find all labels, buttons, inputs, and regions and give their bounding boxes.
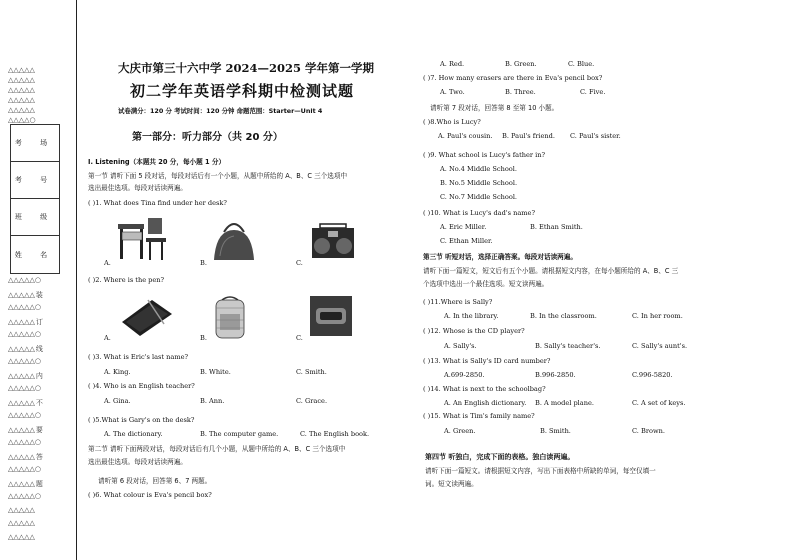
q11-option-a[interactable]: A. In the library.	[444, 312, 499, 320]
strip-row	[8, 411, 42, 419]
q3-option-b[interactable]: B. White.	[200, 368, 231, 376]
section3-intro: 个选项中选出一个最佳选项。短文读两遍。	[423, 280, 549, 288]
exam-meta: 试卷满分：120 分 考试时间：120 分钟 命题范围：Starter—Unit 4	[118, 107, 323, 115]
q15-option-b[interactable]: B. Smith.	[540, 427, 571, 435]
strip-row	[8, 344, 43, 354]
strip-triangles: △△△△△	[8, 317, 35, 326]
q6-option-c[interactable]: C. Blue.	[568, 60, 595, 68]
q8-option-c[interactable]: C. Paul's sister.	[570, 132, 621, 140]
q2-option-a[interactable]: A.	[104, 334, 111, 342]
strip-triangles: △△△△△	[8, 505, 35, 514]
strip-triangles: △△△△△	[8, 532, 35, 541]
q1-option-b[interactable]: B.	[200, 259, 207, 267]
strip-row	[8, 425, 43, 435]
q7-option-b[interactable]: B. Three.	[505, 88, 536, 96]
exam-room-field[interactable]: 考 场	[11, 125, 59, 162]
strip-triangles: △△△△△○	[8, 492, 42, 500]
notebook-pen-image	[118, 294, 174, 338]
strip-char: 题	[35, 479, 43, 488]
strip-row: △△△△△	[8, 86, 35, 94]
section2-note: 请听第 6 段对话，回答第 6、7 两题。	[98, 477, 212, 485]
question-14: ( )14. What is next to the schoolbag?	[423, 385, 546, 393]
question-15: ( )15. What is Tim's family name?	[423, 412, 535, 420]
strip-triangles: △△△△△○	[8, 357, 42, 365]
section2-intro: 选出最佳选项。每段对话读两遍。	[88, 458, 187, 466]
q5-option-c[interactable]: C. The English book.	[300, 430, 370, 438]
strip-triangles: △△△△△	[8, 371, 35, 380]
q12-option-c[interactable]: C. Sally's aunt's.	[632, 342, 688, 350]
q9-option-a[interactable]: A. No.4 Middle School.	[440, 165, 517, 173]
q14-option-b[interactable]: B. A model plane.	[535, 399, 594, 407]
strip-char: 答	[35, 452, 43, 461]
q8-option-a[interactable]: A. Paul's cousin.	[438, 132, 493, 140]
binding-strip	[0, 0, 80, 560]
q10-option-c[interactable]: C. Ethan Miller.	[440, 237, 493, 245]
section1-intro: 第一节 请听下面 5 段对话，每段对话后有一个小题，从题中所给的 A、B、C 三个选项中	[88, 172, 348, 180]
strip-triangles: △△△△△	[8, 519, 35, 527]
question-11: ( )11.Where is Sally?	[423, 298, 493, 306]
pencil-case-image	[310, 296, 352, 336]
q3-option-a[interactable]: A. King.	[104, 368, 131, 376]
q14-option-c[interactable]: C. A set of keys.	[632, 399, 686, 407]
q10-option-a[interactable]: A. Eric Miller.	[440, 223, 487, 231]
strip-triangles: △△△△△	[8, 344, 35, 353]
strip-row	[8, 479, 43, 489]
strip-char: 装	[35, 290, 43, 299]
desk-chair-image	[116, 214, 170, 262]
class-field[interactable]: 班 级	[11, 199, 59, 236]
q11-option-b[interactable]: B. In the classroom.	[530, 312, 597, 320]
q14-option-a[interactable]: A. An English dictionary.	[444, 399, 527, 407]
handbag-image	[210, 216, 258, 262]
q1-option-c[interactable]: C.	[296, 259, 303, 267]
strip-char: 要	[35, 425, 43, 434]
school-header: 大庆市第三十六中学 2024—2025 学年第一学期	[118, 61, 375, 75]
strip-row	[8, 438, 42, 446]
strip-row	[8, 519, 36, 527]
strip-row	[8, 303, 42, 311]
strip-row	[8, 290, 43, 300]
q10-option-b[interactable]: B. Ethan Smith.	[530, 223, 583, 231]
strip-row	[8, 384, 42, 392]
section3-intro: 请听下面一篇短文，短文后有五个小题。请根据短文内容，在每小题所给的 A、B、C 三	[423, 267, 679, 275]
question-1: ( )1. What does Tina find under her desk?	[88, 199, 227, 207]
strip-row	[8, 465, 42, 473]
q15-option-c[interactable]: C. Brown.	[632, 427, 665, 435]
strip-triangles: △△△△△○	[8, 303, 42, 311]
q9-option-b[interactable]: B. No.5 Middle School.	[440, 179, 518, 187]
question-9: ( )9. What school is Lucy's father in?	[423, 151, 546, 159]
q2-option-c[interactable]: C.	[296, 334, 303, 342]
question-4: ( )4. Who is an English teacher?	[88, 382, 195, 390]
strip-char: 内	[35, 371, 43, 380]
strip-row: △△△△△	[8, 66, 35, 74]
strip-triangles: △△△△△	[8, 398, 35, 407]
strip-triangles: △△△△△○	[8, 330, 42, 338]
strip-triangles: △△△△△○	[8, 411, 42, 419]
strip-row: △△△△△	[8, 76, 35, 84]
strip-char: 线	[35, 344, 43, 353]
q13-option-c[interactable]: C.996-5820.	[632, 371, 673, 379]
question-5: ( )5.What is Gary's on the desk?	[88, 416, 195, 424]
q13-option-b[interactable]: B.996-2850.	[535, 371, 576, 379]
q7-option-c[interactable]: C. Five.	[580, 88, 606, 96]
q5-option-b[interactable]: B. The computer game.	[200, 430, 279, 438]
strip-row	[8, 533, 36, 541]
strip-row	[8, 398, 43, 408]
section1-title: I. Listening（本题共 20 分，每小题 1 分）	[88, 158, 226, 166]
strip-triangles: △△△△△	[8, 479, 35, 488]
strip-row	[8, 492, 42, 500]
q4-option-c[interactable]: C. Grace.	[296, 397, 328, 405]
strip-triangles: △△△△△○	[8, 465, 42, 473]
strip-row: △△△△△	[8, 96, 35, 104]
section2-note-2: 请听第 7 段对话，回答第 8 至第 10 小题。	[430, 104, 559, 112]
section3-title: 第三节 听短对话，选择正确答案。每段对话读两遍。	[423, 253, 577, 261]
q3-option-c[interactable]: C. Smith.	[296, 368, 327, 376]
strip-triangles: △△△△△	[8, 290, 35, 299]
strip-char: 不	[35, 398, 43, 407]
strip-triangles: △△△△△	[8, 452, 35, 461]
question-8: ( )8.Who is Lucy?	[423, 118, 481, 126]
exam-number-field[interactable]: 考 号	[11, 162, 59, 199]
strip-triangles: △△△△△	[8, 425, 35, 434]
section1-intro: 选出最佳选项。每段对话读两遍。	[88, 184, 187, 192]
strip-row	[8, 452, 43, 462]
strip-row	[8, 276, 42, 284]
strip-row: △△△△△	[8, 106, 35, 114]
q15-option-a[interactable]: A. Green.	[444, 427, 476, 435]
question-13: ( )13. What is Sally's ID card number?	[423, 357, 551, 365]
section4-intro: 请听下面一篇短文。请根据短文内容，写出下面表格中所缺的单词，每空仅填一	[425, 467, 656, 475]
strip-row	[8, 317, 43, 327]
q12-option-a[interactable]: A. Sally's.	[444, 342, 477, 350]
exam-title: 初二学年英语学科期中检测试题	[130, 82, 355, 100]
q12-option-b[interactable]: B. Sally's teacher's.	[535, 342, 601, 350]
part1-title: 第一部分：听力部分（共 20 分）	[132, 132, 283, 143]
strip-row	[8, 357, 42, 365]
q8-option-b[interactable]: B. Paul's friend.	[502, 132, 555, 140]
student-info-box	[10, 124, 60, 274]
q13-option-a[interactable]: A.699-2850.	[444, 371, 485, 379]
q6-option-b[interactable]: B. Green.	[505, 60, 537, 68]
question-7: ( )7. How many erasers are there in Eva's pencil box?	[423, 74, 603, 82]
strip-row	[8, 330, 42, 338]
question-12: ( )12. Whose is the CD player?	[423, 327, 525, 335]
strip-char: 订	[35, 317, 43, 326]
strip-triangles: △△△△△○	[8, 438, 42, 446]
strip-row	[8, 371, 43, 381]
question-2: ( )2. Where is the pen?	[88, 276, 165, 284]
q5-option-a[interactable]: A. The dictionary.	[104, 430, 163, 438]
strip-triangles: △△△△△○	[8, 384, 42, 392]
backpack-image	[210, 294, 250, 340]
section4-title: 第四节 听独白，完成下面的表格。独白读两遍。	[425, 453, 575, 461]
q4-option-b[interactable]: B. Ann.	[200, 397, 225, 405]
binding-line	[76, 0, 77, 560]
q6-option-a[interactable]: A. Red.	[440, 60, 465, 68]
q11-option-c[interactable]: C. In her room.	[632, 312, 683, 320]
q7-option-a[interactable]: A. Two.	[440, 88, 465, 96]
question-10: ( )10. What is Lucy's dad's name?	[423, 209, 535, 217]
strip-triangles: △△△△△○	[8, 276, 42, 284]
name-field[interactable]: 姓 名	[14, 250, 56, 259]
section2-intro: 第二节 请听下面两段对话，每段对话后有几个小题，从题中所给的 A、B、C 三个选项中	[88, 445, 346, 453]
question-6: ( )6. What colour is Eva's pencil box?	[88, 491, 212, 499]
q1-option-a[interactable]: A.	[104, 259, 111, 267]
strip-row	[8, 506, 36, 514]
question-3: ( )3. What is Eric's last name?	[88, 353, 189, 361]
q4-option-a[interactable]: A. Gina.	[104, 397, 131, 405]
radio-player-image	[310, 222, 356, 262]
strip-row: △△△△○	[8, 116, 36, 124]
section4-intro: 词。短文读两遍。	[425, 480, 478, 488]
q9-option-c[interactable]: C. No.7 Middle School.	[440, 193, 518, 201]
q2-option-b[interactable]: B.	[200, 334, 207, 342]
